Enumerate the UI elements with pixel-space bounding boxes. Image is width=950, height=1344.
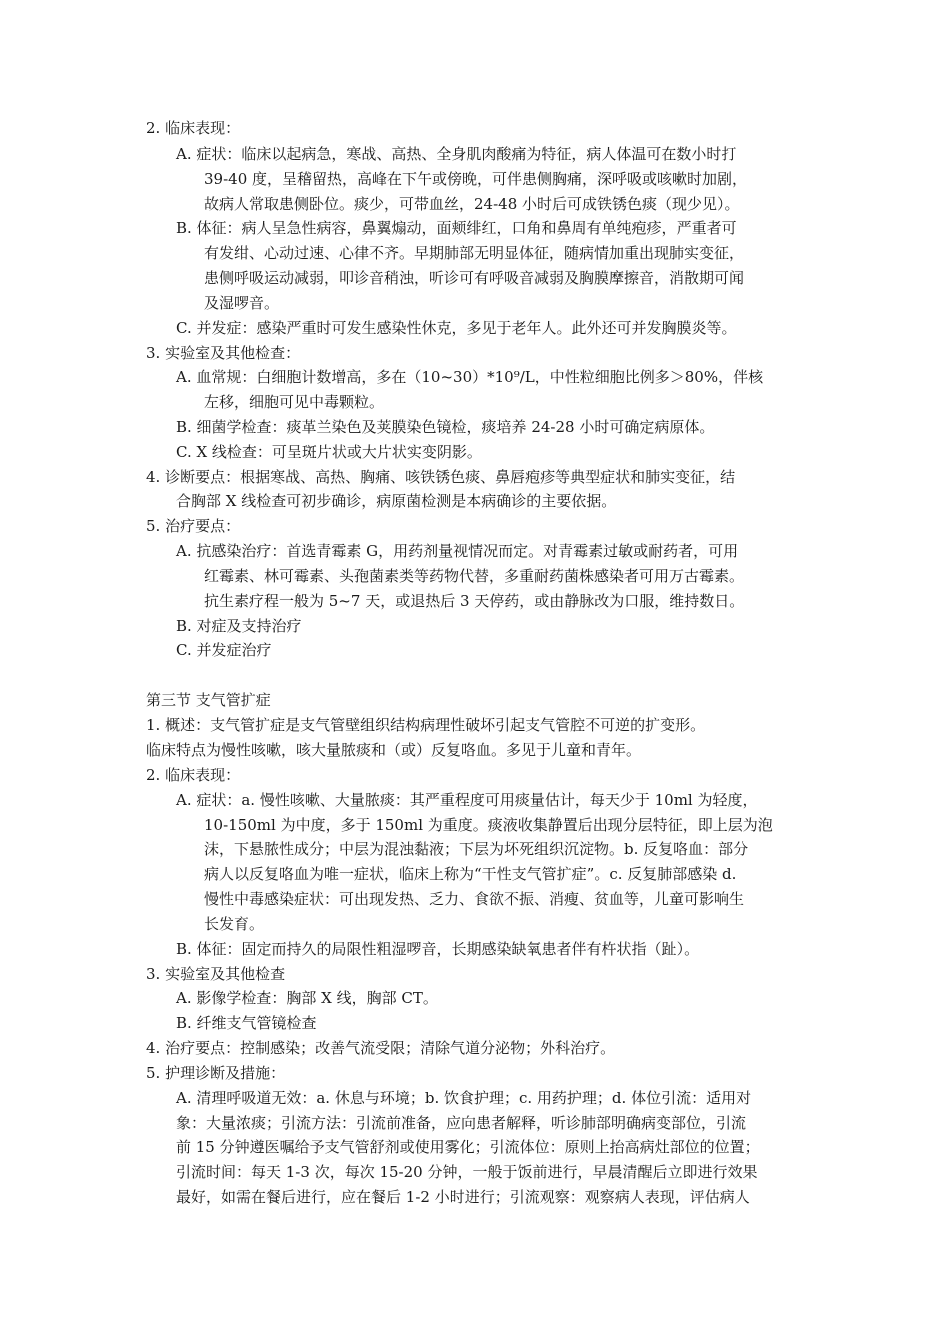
text-line: 1. 概述：支气管扩症是支气管壁组织结构病理性破坏引起支气管腔不可逆的扩变形。 [146,716,706,734]
text-line: 引流时间：每天 1-3 次，每次 15-20 分钟，一般于饭前进行，早晨清醒后立即进行效果 [176,1163,758,1181]
text-line: A. 抗感染治疗：首选青霉素 G，用药剂量视情况而定。对青霉素过敏或耐药者，可用 [176,542,739,560]
text-line: 4. 治疗要点：控制感染；改善气流受限；清除气道分泌物；外科治疗。 [146,1039,616,1057]
text-line: A. 清理呼吸道无效：a. 休息与环境；b. 饮食护理；c. 用药护理；d. 体位引流：适用对 [176,1089,752,1107]
text-line: 象：大量浓痰；引流方法：引流前准备，应向患者解释，听诊肺部明确病变部位，引流 [176,1114,747,1132]
text-line: B. 对症及支持治疗 [176,617,302,635]
text-line: 10-150ml 为中度，多于 150ml 为重度。痰液收集静置后出现分层特征，即上层为泡 [204,816,773,834]
text-line: 及湿啰音。 [204,294,280,312]
text-line: 4. 诊断要点：根据寒战、高热、胸痛、咳铁锈色痰、鼻唇疱疹等典型症状和肺实变征，结 [146,468,736,486]
heading-lab-tests: 3. 实验室及其他检查 [146,965,286,983]
heading-clinical-manifestations: 2. 临床表现： [146,119,241,137]
text-line: 故病人常取患侧卧位。痰少，可带血丝，24-48 小时后可成铁锈色痰（现少见）。 [204,195,740,213]
text-line: 左移，细胞可见中毒颗粒。 [204,393,385,411]
text-line: C. X 线检查：可呈斑片状或大片状实变阴影。 [176,443,482,461]
text-line: 前 15 分钟遵医嘱给予支气管舒剂或使用雾化；引流体位：原则上抬高病灶部位的位置； [176,1138,760,1156]
text-line: 抗生素疗程一般为 5~7 天，或退热后 3 天停药，或由静脉改为口服，维持数日。 [204,592,745,610]
text-line: A. 血常规：白细胞计数增高，多在（10~30）*10⁹/L，中性粒细胞比例多＞80%，伴核 [176,368,764,386]
text-line: B. 纤维支气管镜检查 [176,1014,317,1032]
section-title: 第三节 支气管扩症 [146,691,271,709]
text-line: C. 并发症治疗 [176,641,272,659]
text-line: B. 细菌学检查：痰革兰染色及荚膜染色镜检，痰培养 24-28 小时可确定病原体。 [176,418,715,436]
heading-treatment: 5. 治疗要点： [146,517,241,535]
text-line: A. 症状：a. 慢性咳嗽、大量脓痰：其严重程度可用痰量估计，每天少于 10ml 为轻度， [176,791,758,809]
text-line: C. 并发症：感染严重时可发生感染性休克，多见于老年人。此外还可并发胸膜炎等。 [176,319,737,337]
heading-lab-tests: 3. 实验室及其他检查： [146,344,301,362]
text-line: B. 体征：病人呈急性病容，鼻翼煽动，面颊绯红，口角和鼻周有单纯疱疹，严重者可 [176,219,737,237]
text-line: 患侧呼吸运动减弱，叩诊音稍浊，听诊可有呼吸音减弱及胸膜摩擦音，消散期可闻 [204,269,745,287]
text-line: 有发绀、心动过速、心律不齐。早期肺部无明显体征，随病情加重出现肺实变征， [204,244,745,262]
text-line: 临床特点为慢性咳嗽，咳大量脓痰和（或）反复咯血。多见于儿童和青年。 [146,741,642,759]
text-line: 病人以反复咯血为唯一症状，临床上称为“干性支气管扩症”。c. 反复肺部感染 d. [204,865,737,883]
heading-nursing: 5. 护理诊断及措施： [146,1064,286,1082]
text-line: 合胸部 X 线检查可初步确诊，病原菌检测是本病确诊的主要依据。 [176,492,617,510]
text-line: 长发育。 [204,915,265,933]
text-line: 39-40 度，呈稽留热，高峰在下午或傍晚，可伴患侧胸痛，深呼吸或咳嗽时加剧， [204,170,748,188]
text-line: B. 体征：固定而持久的局限性粗湿啰音，长期感染缺氧患者伴有杵状指（趾）。 [176,940,700,958]
text-line: 慢性中毒感染症状：可出现发热、乏力、食欲不振、消瘦、贫血等，儿童可影响生 [204,890,745,908]
heading-clinical-manifestations: 2. 临床表现： [146,766,241,784]
text-line: A. 症状：临床以起病急，寒战、高热、全身肌肉酸痛为特征，病人体温可在数小时打 [176,145,737,163]
text-line: 红霉素、林可霉素、头孢菌素类等药物代替，多重耐药菌株感染者可用万古霉素。 [204,567,745,585]
text-line: 最好，如需在餐后进行，应在餐后 1-2 小时进行；引流观察：观察病人表现，评估病人 [176,1188,750,1206]
text-line: 沫，下悬脓性成分；中层为混浊黏液；下层为坏死组织沉淀物。b. 反复咯血：部分 [204,840,749,858]
text-line: A. 影像学检查：胸部 X 线，胸部 CT。 [176,989,438,1007]
